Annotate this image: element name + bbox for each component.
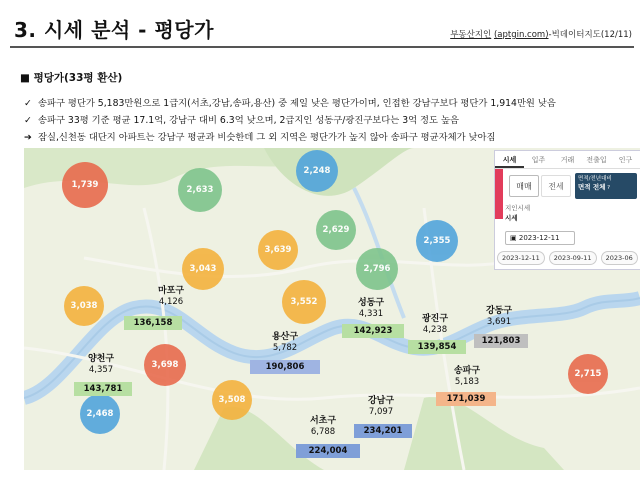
date-picker[interactable] [505, 231, 575, 245]
panel-accent-bar [495, 169, 503, 219]
price-bubble[interactable]: 2,629 [316, 210, 356, 250]
sale-button[interactable]: 매매 [509, 175, 539, 197]
price-filter-panel [494, 150, 640, 270]
bullet-3 [24, 129, 495, 143]
district-label-gwangjin: 광진구 4,238 [421, 314, 449, 336]
calendar-icon: ▣ [510, 234, 517, 242]
tab-trade[interactable]: 거래 [560, 156, 575, 164]
date-chip[interactable]: 2023-06 [601, 251, 638, 265]
bullet-text: 송파구 평단가 5,183만원으로 1급지(서초,강남,송파,용산) 중 제일 낮은 평단가이며, 인접한 강남구보다 평단가 1,914만원 낮음 [38, 98, 556, 109]
date-value: 2023-12-11 [518, 234, 560, 242]
tab-population[interactable]: 인구 [618, 156, 633, 164]
tab-migration[interactable]: 전출입 [586, 156, 607, 164]
price-bubble[interactable]: 2,796 [356, 248, 398, 290]
price-bubble[interactable]: 3,698 [144, 344, 186, 386]
price-bubble[interactable]: 3,508 [212, 380, 252, 420]
district-count-gangnam: 234,201 [354, 424, 412, 438]
tab-move-in[interactable]: 입주 [531, 156, 546, 164]
bullet-1 [24, 95, 556, 109]
district-label-yangcheon: 양천구 4,357 [87, 354, 115, 376]
bullet-text: 잠실,신천동 대단지 아파트는 강남구 평균과 비슷한데 그 외 지역은 평단가가 높지 않아 송파구 평균자체가 낮아짐 [38, 132, 496, 143]
price-source-value: 시세 [505, 214, 518, 222]
price-bubble[interactable]: 2,715 [568, 354, 608, 394]
area-filter[interactable] [575, 173, 637, 199]
source-prefix[interactable]: 부동산지인 [450, 30, 492, 40]
district-count-gwangjin: 139,854 [408, 340, 466, 354]
district-label-gangnam: 강남구 7,097 [367, 396, 395, 418]
title-divider [10, 46, 634, 48]
district-label-seocho: 서초구 6,788 [309, 416, 337, 438]
price-bubble[interactable]: 3,038 [64, 286, 104, 326]
district-label-seongdong: 성동구 4,331 [357, 298, 385, 320]
district-count-yangcheon: 143,781 [74, 382, 132, 396]
price-source-label: 지인시세 [505, 204, 531, 212]
source-line [450, 28, 632, 40]
price-bubble[interactable]: 2,355 [416, 220, 458, 262]
tab-price[interactable]: 시세 [495, 151, 524, 168]
price-bubble[interactable]: 3,639 [258, 230, 298, 270]
check-icon: ✓ [24, 98, 32, 109]
price-bubble[interactable]: 2,248 [296, 150, 338, 192]
date-chips [497, 251, 638, 265]
page-title: 3. 시세 분석 - 평당가 [14, 18, 214, 42]
panel-tabs [495, 151, 640, 169]
help-icon[interactable]: ? [607, 185, 611, 192]
section-heading: ■ 평당가(33평 환산) [20, 72, 123, 84]
source-link[interactable]: (aptgin.com) [493, 30, 549, 40]
district-label-songpa: 송파구 5,183 [453, 366, 481, 388]
check-icon: ✓ [24, 115, 32, 126]
area-filter-title: 면적/전년대비 [578, 176, 612, 182]
bullet-text: 송파구 33평 기준 평균 17.1억, 강남구 대비 6.3억 낮으며, 2급지인 성동구/광진구보다는 3억 정도 높음 [38, 115, 459, 126]
area-filter-value: 면적 전체 [578, 183, 606, 192]
district-count-mapo: 136,158 [124, 316, 182, 330]
district-label-gangdong: 강동구 3,691 [485, 306, 513, 328]
price-bubble[interactable]: 3,043 [182, 248, 224, 290]
district-count-gangdong: 121,803 [474, 334, 528, 348]
district-label-mapo: 마포구 4,126 [157, 286, 185, 308]
source-suffix: -빅데이터지도(12/11) [548, 30, 632, 40]
district-count-seocho: 224,004 [296, 444, 360, 458]
district-count-seongdong: 142,923 [342, 324, 404, 338]
price-bubble[interactable]: 2,468 [80, 394, 120, 434]
date-chip[interactable]: 2023-09-11 [549, 251, 597, 265]
district-count-yongsan: 190,806 [250, 360, 320, 374]
arrow-right-icon: ➔ [24, 132, 32, 143]
district-label-yongsan: 용산구 5,782 [271, 332, 299, 354]
price-bubble[interactable]: 3,552 [282, 280, 326, 324]
date-chip[interactable]: 2023-12-11 [497, 251, 545, 265]
jeonse-button[interactable]: 전세 [541, 175, 571, 197]
price-bubble[interactable]: 1,739 [62, 162, 108, 208]
district-count-songpa: 171,039 [436, 392, 496, 406]
price-bubble[interactable]: 2,633 [178, 168, 222, 212]
bullet-2 [24, 112, 459, 126]
